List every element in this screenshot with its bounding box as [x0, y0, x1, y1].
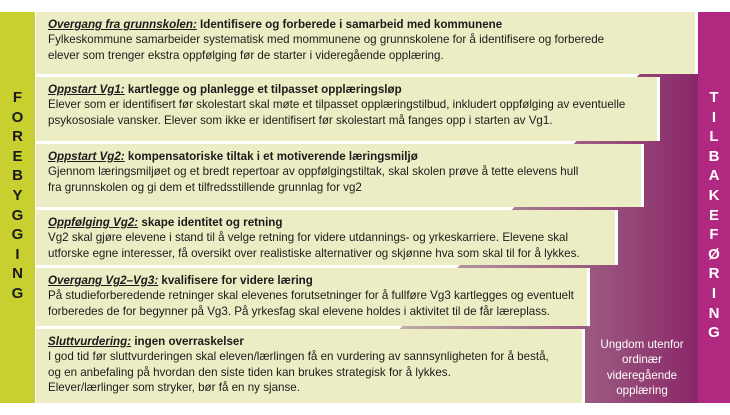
- tilbakeforing-letter: A: [708, 167, 720, 185]
- step-text-line: På studieforberedende retninger skal elevenes forutsetninger for å fullføre Vg3 kartlegges og eventuelt: [48, 289, 574, 303]
- tilbakeforing-letter: Ø: [708, 245, 720, 263]
- tilbakeforing-letter: N: [708, 304, 720, 322]
- step-text-line: Vg2 skal gjøre elevene i stand til å velge retning for videre utdannings- og yrkeskarriere. Elevene skal: [48, 231, 569, 245]
- note-line: ordinær: [622, 353, 662, 367]
- tilbakeforing-letter: R: [708, 265, 720, 283]
- tilbakeforing-letter: L: [709, 128, 719, 146]
- step-text-line: elever som trenger ekstra oppfølging før de starter i videregående opplæring.: [48, 48, 444, 62]
- step-subtitle: skape identitet og retning: [138, 216, 283, 229]
- tilbakeforing-letter: G: [708, 324, 720, 342]
- step-text-line: utforske egne interesser, få oversikt over realistiske alternativer og skjønne hva som skal til for å lykkes.: [48, 246, 580, 260]
- forebygging-letter: G: [11, 206, 24, 224]
- forebygging-letter: F: [12, 89, 23, 106]
- step-oppstart-vg2: [36, 144, 644, 207]
- step-title: [48, 82, 649, 97]
- step-text-line: Fylkeskommune samarbeider systematisk med mommunene og grunnskolene for å identifisere og forberede: [48, 33, 605, 47]
- forebygging-letter: R: [12, 128, 23, 146]
- step-text-line: og en anbefaling på hvordan den siste tiden kan brukes strategisk for å lykkes.: [48, 365, 451, 379]
- tilbakeforing-letter: B: [708, 147, 720, 165]
- tilbakeforing-bar: [698, 12, 730, 403]
- step-text-line: Gjennom læringsmiljøet og et bredt repertoar av oppfølgingstiltak, skal skolen prøve å tette elevens hull: [48, 165, 579, 179]
- tilbakeforing-letter: E: [708, 206, 719, 224]
- step-title: [48, 149, 633, 164]
- step-oppfolging-vg2: [36, 210, 618, 265]
- ungdom-utenfor-note: [588, 337, 696, 399]
- step-text-line: forberedes de for begynner på Vg3. På yrkesfag skal elevene holdes i aktivitet til de får læreplass.: [48, 304, 551, 318]
- forebygging-letter: N: [12, 265, 23, 283]
- step-sluttvurdering: [36, 329, 585, 403]
- step-text-line: I god tid før sluttvurderingen skal eleven/lærlingen få en vurdering av sannsynligheten for å bestå,: [48, 350, 549, 364]
- step-subtitle: ingen overraskelser: [131, 335, 244, 348]
- step-text-line: Elever/lærlinger som stryker, bør få en ny sjanse.: [48, 381, 300, 395]
- step-heading: Oppfølging Vg2:: [48, 216, 139, 229]
- tilbakeforing-letter: F: [709, 226, 719, 244]
- step-title: [48, 17, 687, 32]
- note-line: Ungdom utenfor: [600, 338, 684, 351]
- step-title: [48, 334, 574, 349]
- step-overgang-grunnskolen: [36, 12, 698, 74]
- step-heading: Sluttvurdering:: [48, 335, 132, 348]
- tilbakeforing-letter: T: [709, 89, 719, 106]
- forebygging-letter: O: [11, 108, 24, 126]
- step-heading: Overgang Vg2–Vg3:: [48, 274, 159, 287]
- forebygging-letter: I: [15, 245, 20, 263]
- step-overgang-vg2-vg3: [36, 268, 590, 326]
- step-heading: Oppstart Vg2:: [48, 150, 125, 163]
- forebygging-letter: Y: [12, 186, 23, 204]
- step-subtitle: kartlegge og planlegge et tilpasset opplæringsløp: [124, 83, 402, 96]
- step-title: [48, 215, 607, 230]
- step-text-line: Elever som er identifisert før skolestart skal møte et tilpasset opplæringstilbud, inkludert oppfølging av eventuelle: [48, 98, 626, 112]
- note-line: opplæring: [616, 384, 668, 398]
- step-text-line: fra grunnskolen og gi dem et tilfredsstillende grunnlag for vg2: [48, 180, 362, 194]
- step-text-line: psykososiale vansker. Elever som ikke er identifisert før skolestart må fanges opp i starten av Vg1.: [48, 113, 553, 127]
- tilbakeforing-label: [698, 88, 730, 343]
- tilbakeforing-letter: K: [708, 186, 720, 204]
- note-line: videregående: [606, 368, 678, 382]
- forebygging-letter: E: [12, 147, 23, 165]
- tilbakeforing-letter: I: [711, 108, 717, 126]
- forebygging-letter: B: [12, 167, 23, 185]
- step-heading: Oppstart Vg1:: [48, 83, 125, 96]
- forebygging-letter: G: [11, 226, 24, 244]
- forebygging-letter: G: [11, 284, 24, 302]
- step-subtitle: Identifisere og forberede i samarbeid med kommunene: [196, 18, 503, 31]
- step-subtitle: kvalifisere for videre læring: [158, 274, 313, 287]
- step-oppstart-vg1: [36, 77, 660, 141]
- step-heading: Overgang fra grunnskolen:: [48, 18, 197, 31]
- step-title: [48, 273, 579, 288]
- tilbakeforing-letter: I: [711, 284, 717, 302]
- step-subtitle: kompensatoriske tiltak i et motiverende læringsmiljø: [124, 150, 418, 163]
